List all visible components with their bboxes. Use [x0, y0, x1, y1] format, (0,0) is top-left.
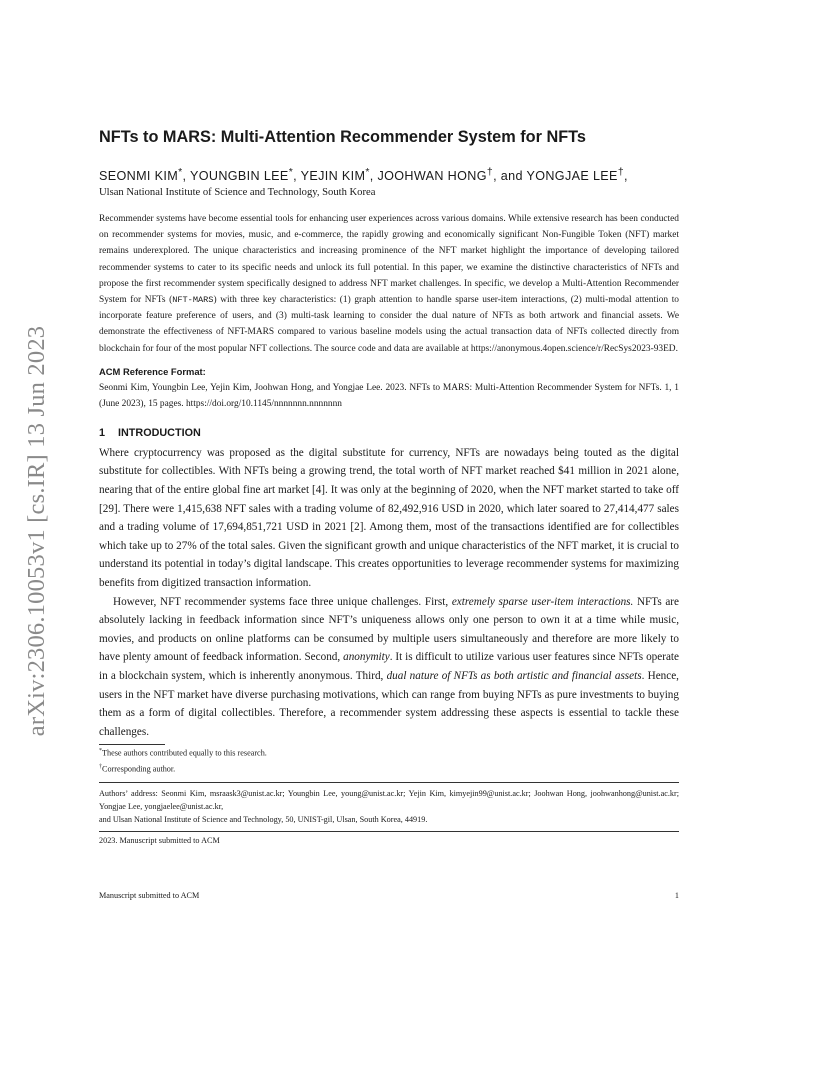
affiliation: Ulsan National Institute of Science and Technology, South Korea — [99, 187, 376, 198]
acm-reference-heading: ACM Reference Format: — [99, 365, 206, 377]
paragraph: Where cryptocurrency was proposed as the digital substitute for currency, NFTs are nowadays being touted as the digital substitute for collectibles. With NFTs being a growing trend, the total worth of NFT market reached $41 million in 2021 alone, nearing that of the entire global fine art market [4]. It was only at the beginning of 2020, when the NFT market started to take off [29]. There were 1,415,638 NFT sales with a trading volume of 82,492,916 USD in 2020, which later soared to 27,414,477 sales and a trading volume of 17,694,851,721 USD in 2021 [2]. Among them, most of the transactions identified are for collectibles which take up to 27% of the total sales. Given the significant growth and unique characteristics of the NFT market, it is crucial to understand its potential in today’s digital landscape. This creates opportunities to leverage recommender systems for maximizing benefits from digitized transaction information. — [99, 446, 679, 589]
authors-joiner: , and — [493, 169, 527, 184]
footnote-text: Corresponding author. — [102, 764, 176, 774]
paragraph-emphasis: dual nature of NFTs as both artistic and financial assets — [386, 669, 642, 682]
submission-note: 2023. Manuscript submitted to ACM — [99, 835, 220, 845]
paragraph-emphasis: extremely sparse user-item interactions. — [451, 595, 634, 608]
paper-title: NFTs to MARS: Multi-Attention Recommender System for NFTs — [99, 128, 586, 146]
abstract-text: ) with three key characteristics: (1) graph attention to handle sparse user-item interactions, (2) multi-modal attention to incorporate feature preference of users, and (3) multi-task learning to consider the dual nature of NFTs as both artwork and financial assets. We demonstrate the effectiveness of NFT-MARS compared to various baseline models using the actual transaction data of NFTs collected directly from blockchain for four of the most popular NFT collections. The source code and data are available at https://anonymous.4open.science/r/RecSys2023-93ED. — [99, 295, 679, 354]
author-name: JOOHWAN HONG — [377, 169, 487, 184]
author-mark: † — [486, 166, 494, 178]
paragraph-text: NFTs are absolutely lacking in feedback information since NFT’s uniqueness allows only one person to own it at a time while music, movies, and products on online platforms can be consumed by multiple users simultaneously and therefore are more likely to have plenty amount of feedback information. Second, — [99, 595, 679, 664]
author-name: YOUNGBIN LEE — [190, 169, 289, 184]
abstract-code: NFT-MARS — [172, 295, 214, 306]
authors-address-text: and Ulsan National Institute of Science and Technology, 50, UNIST-gil, Ulsan, South Korea, 44919. — [99, 814, 428, 824]
section-heading — [99, 424, 679, 442]
abstract — [99, 211, 679, 357]
author-mark: † — [617, 166, 625, 178]
authors-address-text: Authors’ address: Seonmi Kim, msraask3@unist.ac.kr; Youngbin Lee, young@unist.ac.kr; Yejin Kim, kimyejin99@unist.ac.kr; Joohwan Hong, joohwanhong@unist.ac.kr; Yongjae Lee, yongjaelee@unist.ac.kr, — [99, 788, 679, 811]
authors-address — [99, 783, 679, 831]
author-name: YEJIN KIM — [300, 169, 366, 184]
author-mark: * — [178, 166, 183, 178]
footnote-text: These authors contributed equally to this research. — [102, 749, 267, 759]
section-title: INTRODUCTION — [118, 426, 201, 439]
footnote-mark: * — [99, 748, 102, 755]
abstract-text: Recommender systems have become essential tools for enhancing user experiences across various domains. While extensive research has been conducted on recommender systems for movies, music, and e-commerce, the rapidly growing and economically significant Non-Fungible Token (NFT) market remains underexplored. The unique characteristics and increasing prominence of the NFT market highlight the importance of developing tailored recommender systems to cater to its specific needs and unlock its full potential. In this paper, we examine the distinctive characteristics of NFTs and propose the first recommender system specifically designed to address NFT market challenges. In specific, we develop a Multi-Attention Recommender System for NFTs ( — [99, 214, 679, 306]
paragraph-text: However, NFT recommender systems face three unique challenges. First, — [113, 595, 452, 608]
author-name: YONGJAE LEE — [526, 169, 618, 184]
footnote-mark: † — [99, 763, 102, 770]
author-mark: * — [365, 166, 370, 178]
footnote — [99, 745, 679, 760]
paragraph-text: . It is difficult to utilize various user features since NFTs operate in a blockchain system, which is inherently anonymous. Third, — [99, 651, 679, 682]
page-footer — [99, 891, 679, 900]
footer-label: Manuscript submitted to ACM — [99, 891, 200, 900]
author-name: SEONMI KIM — [99, 169, 179, 184]
arxiv-stamp: arXiv:2306.10053v1 [cs.IR] 13 Jun 2023 — [23, 325, 50, 737]
acm-reference: Seonmi Kim, Youngbin Lee, Yejin Kim, Joohwan Hong, and Yongjae Lee. 2023. NFTs to MARS: Multi-Attention Recommender System for NFTs. 1, 1 (June 2023), 15 pages. https://doi.org/10.1145/nnnnnnn.nnnnnnn — [99, 382, 679, 410]
section-body — [99, 444, 679, 742]
arxiv-stamp-container — [22, 296, 52, 766]
paragraph — [99, 593, 679, 742]
author-list: SEONMI KIM*, YOUNGBIN LEE*, YEJIN KIM*, JOOHWAN HONG†, and YONGJAE LEE†, — [99, 166, 628, 184]
paragraph-emphasis: anonymity — [343, 651, 390, 664]
footnote — [99, 761, 679, 776]
section-number: 1 — [99, 426, 106, 439]
paragraph-text: . Hence, users in the NFT market have diverse purchasing motivations, which can range from buying NFTs as pure investments to buying them as a form of digital collectibles. Therefore, a recommender system addressing these aspects is essential to tackle these challenges. — [99, 669, 679, 738]
author-mark: * — [288, 166, 294, 178]
paper-page — [99, 124, 679, 847]
page-number: 1 — [674, 891, 679, 900]
